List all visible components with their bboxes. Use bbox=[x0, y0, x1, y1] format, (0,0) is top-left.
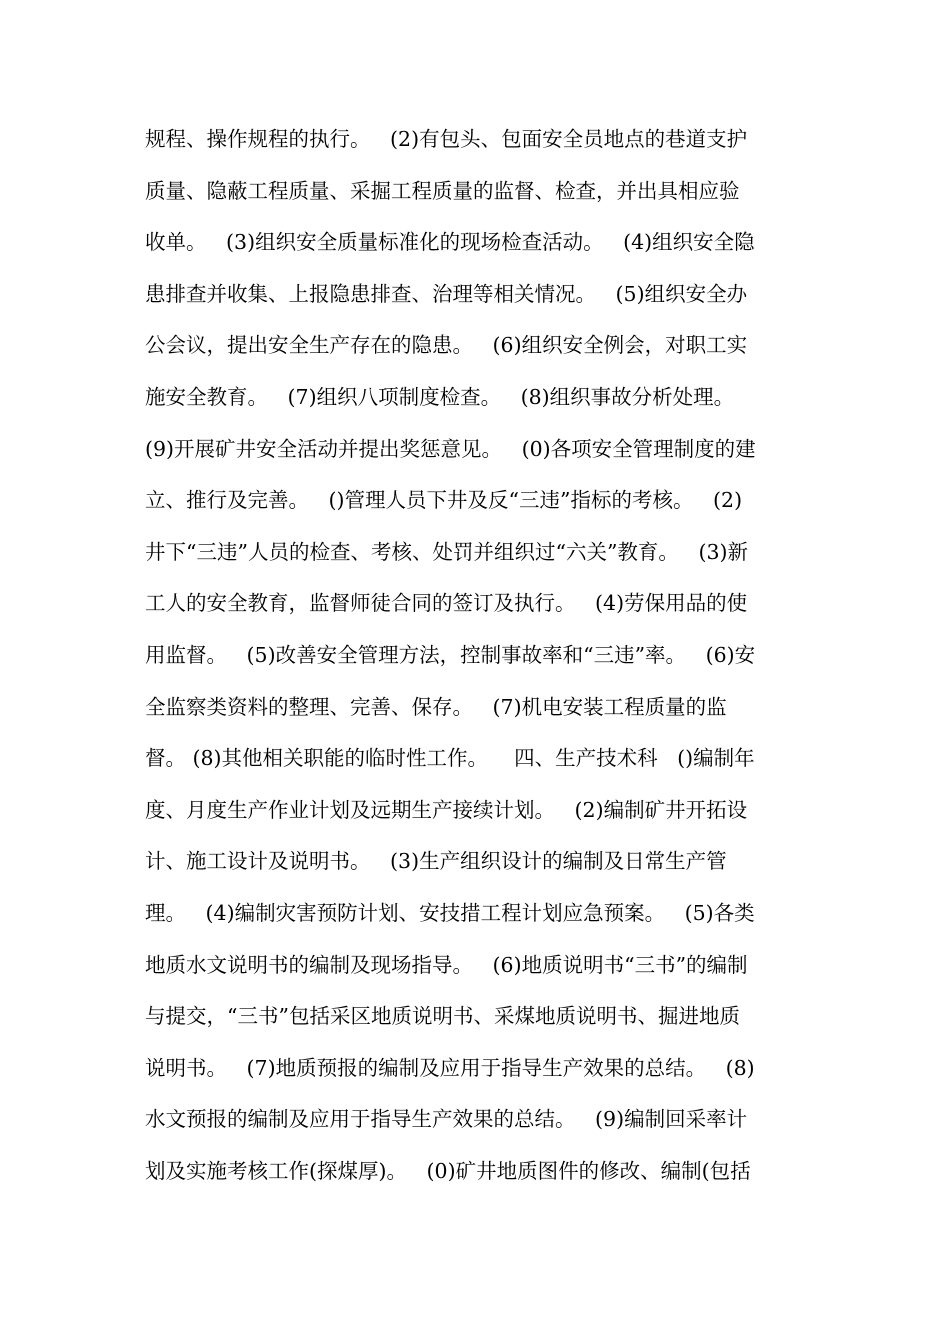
text-line: 井下“三违”人员的检查、考核、处罚并组织过“六关”教育。 (3)新 bbox=[145, 539, 749, 564]
text-line: 与提交，“三书”包括采区地质说明书、采煤地质说明书、掘进地质 bbox=[145, 1004, 740, 1029]
text-line: 督。 (8)其他相关职能的临时性工作。 四、生产技术科 ()编制年 bbox=[145, 746, 755, 771]
text-line: 度、月度生产作业计划及远期生产接续计划。 (2)编制矿井开拓设 bbox=[145, 797, 748, 822]
text-line: 计、施工设计及说明书。 (3)生产组织设计的编制及日常生产管 bbox=[145, 849, 727, 874]
text-line: 地质水文说明书的编制及现场指导。 (6)地质说明书“三书”的编制 bbox=[145, 952, 748, 977]
text-line: 说明书。 (7)地质预报的编制及应用于指导生产效果的总结。 (8) bbox=[145, 1055, 755, 1080]
text-line: 患排查并收集、上报隐患排查、治理等相关情况。 (5)组织安全办 bbox=[145, 281, 748, 306]
text-line: 立、推行及完善。 ()管理人员下井及反“三违”指标的考核。 (2) bbox=[145, 488, 743, 513]
text-line: 公会议，提出安全生产存在的隐患。 (6)组织安全例会，对职工实 bbox=[145, 333, 748, 358]
text-line: 规程、操作规程的执行。 (2)有包头、包面安全员地点的巷道支护 bbox=[145, 127, 748, 151]
text-line: 水文预报的编制及应用于指导生产效果的总结。 (9)编制回采率计 bbox=[145, 1107, 748, 1132]
text-line: 质量、隐蔽工程质量、采掘工程质量的监督、检查，并出具相应验 bbox=[145, 178, 740, 203]
body-text bbox=[145, 114, 815, 1197]
text-line: 划及实施考核工作(探煤厚)。 (0)矿井地质图件的修改、编制(包括 bbox=[145, 1158, 751, 1183]
text-line: (9)开展矿井安全活动并提出奖惩意见。 (0)各项安全管理制度的建 bbox=[145, 436, 756, 461]
text-line: 全监察类资料的整理、完善、保存。 (7)机电安装工程质量的监 bbox=[145, 694, 727, 719]
text-line: 施安全教育。 (7)组织八项制度检查。 (8)组织事故分析处理。 bbox=[145, 384, 735, 409]
text-line: 理。 (4)编制灾害预防计划、安技措工程计划应急预案。 (5)各类 bbox=[145, 900, 755, 925]
text-line: 用监督。 (5)改善安全管理方法，控制事故率和“三违”率。 (6)安 bbox=[145, 642, 756, 667]
text-line: 收单。 (3)组织安全质量标准化的现场检查活动。 (4)组织安全隐 bbox=[145, 230, 755, 255]
text-line: 工人的安全教育，监督师徒合同的签订及执行。 (4)劳保用品的使 bbox=[145, 591, 748, 616]
